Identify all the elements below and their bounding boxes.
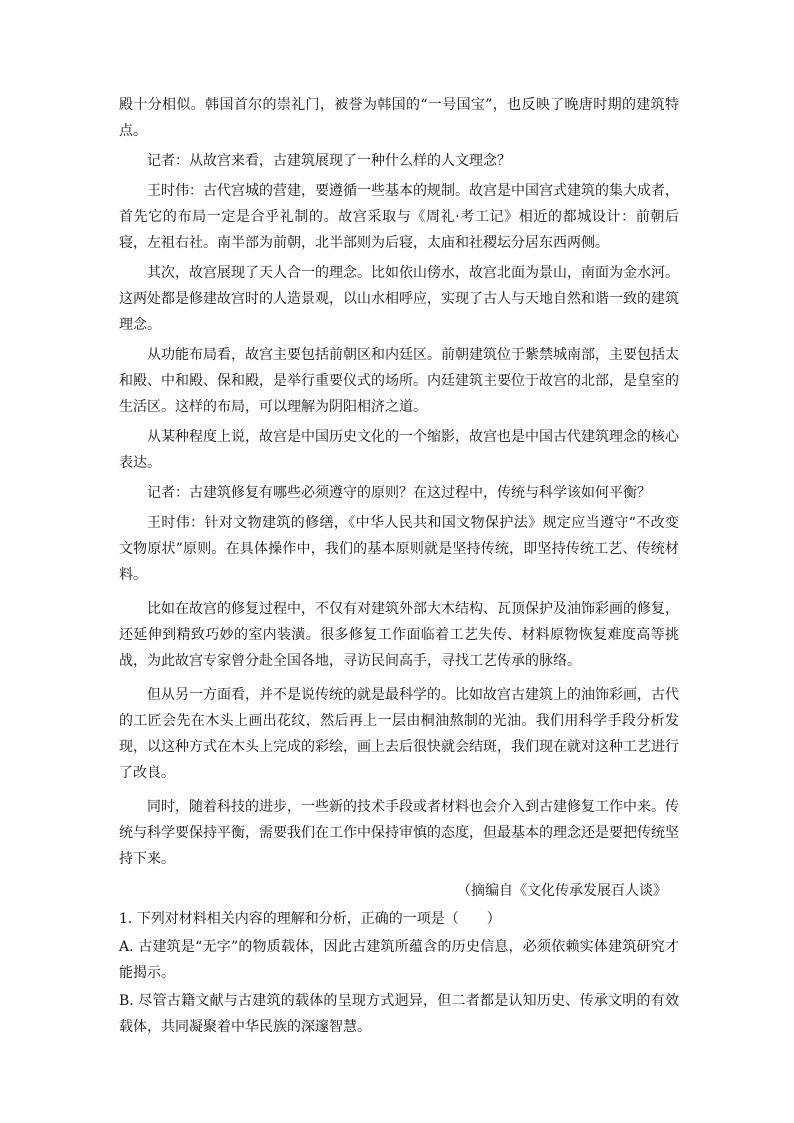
article-paragraph: 其次，故宫展现了天人合一的理念。比如依山傍水，故宫北面为景山，南面为金水河。这两处都是修建故宫时的人造景观，以山水相呼应，实现了古人与天地自然和谐一致的建筑理念。 [119,265,679,333]
article-paragraph: 殿十分相似。韩国首尔的崇礼门，被誉为韩国的“一号国宝”，也反映了晚唐时期的建筑特点。 [119,97,679,139]
article-paragraph: 从某种程度上说，故宫是中国历史文化的一个缩影，故宫也是中国古代建筑理念的核心表达。 [119,429,679,471]
article-paragraph: 王时伟：古代宫城的营建，要遵循一些基本的规制。故宫是中国宫式建筑的集大成者，首先它的布局一定是合乎礼制的。故宫采取与《周礼·考工记》相近的都城设计：前朝后寝，左祖右社。南半部为前朝，北半部则为后寝，太庙和社稷坛分居东西两侧。 [119,183,679,251]
reporter-question: 记者：从故宫来看，古建筑展现了一种什么样的人文理念？ [147,153,511,169]
article-paragraph: 同时，随着科技的进步，一些新的技术手段或者材料也会介入到古建修复工作中来。传统与科学要保持平衡，需要我们在工作中保持审慎的态度，但最基本的理念还是要把传统坚持下来。 [119,799,679,867]
question-stem: 1. 下列对材料相关内容的理解和分析，正确的一项是（ ） [119,911,501,927]
article-paragraph: 比如在故宫的修复过程中，不仅有对建筑外部大木结构、瓦顶保护及油饰彩画的修复，还延伸到精致巧妙的室内装潢。很多修复工作面临着工艺失传、材料原物恢复难度高等挑战，为此故宫专家曾分赴全国各地，寻访民间高手，寻找工艺传承的脉络。 [119,601,679,669]
article-source: （摘编自《文化传承发展百人谈》 [457,883,667,899]
article-paragraph: 王时伟：针对文物建筑的修缮，《中华人民共和国文物保护法》规定应当遵守“不改变文物原状”原则。在具体操作中，我们的基本原则就是坚持传统，即坚持传统工艺、传统材料。 [119,515,679,583]
document-page [119,92,679,1040]
article-paragraph: 但从另一方面看，并不是说传统的就是最科学的。比如故宫古建筑上的油饰彩画，古代的工匠会先在木头上画出花纹，然后再上一层由桐油熬制的光油。我们用科学手段分析发现，以这种方式在木头上完成的彩绘，画上去后很快就会结斑，我们现在就对这种工艺进行了改良。 [119,687,679,781]
reporter-question: 记者：古建筑修复有哪些必须遵守的原则？在这过程中，传统与科学该如何平衡？ [147,485,651,501]
article-paragraph: 从功能布局看，故宫主要包括前朝区和内廷区。前朝建筑位于紫禁城南部，主要包括太和殿、中和殿、保和殿，是举行重要仪式的场所。内廷建筑主要位于故宫的北部，是皇室的生活区。这样的布局，可以理解为阴阳相济之道。 [119,347,679,415]
option-b: B. 尽管古籍文献与古建筑的载体的呈现方式迥异，但二者都是认知历史、传承文明的有效载体，共同凝聚着中华民族的深邃智慧。 [119,993,679,1035]
option-a: A. 古建筑是“无字”的物质载体，因此古建筑所蕴含的历史信息，必须依赖实体建筑研究才能揭示。 [119,939,679,981]
